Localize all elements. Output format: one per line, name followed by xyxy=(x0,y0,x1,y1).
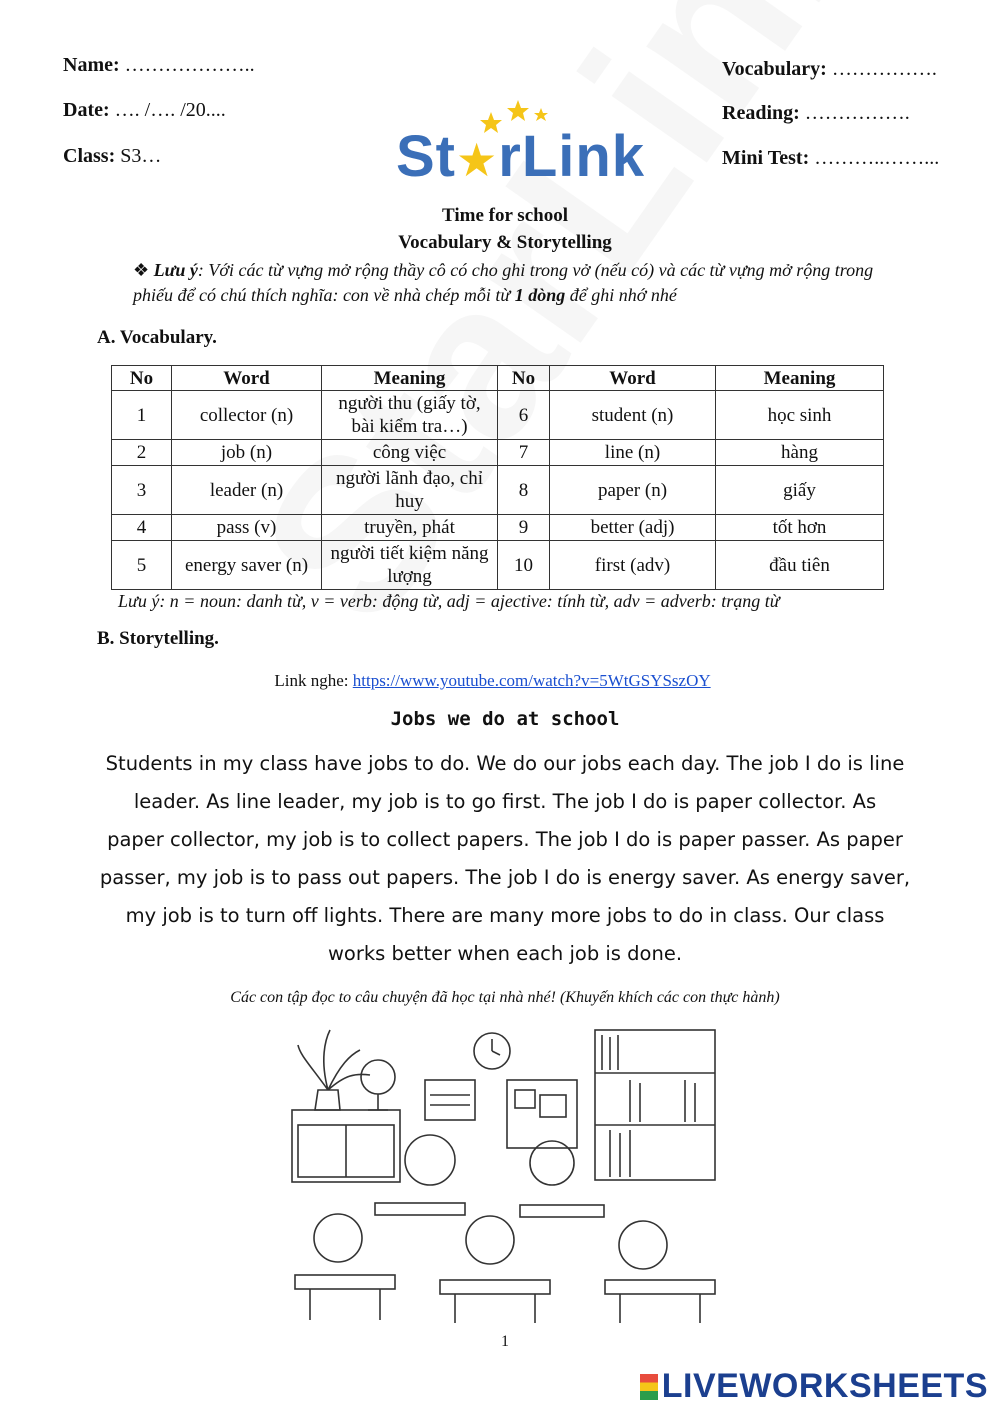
page-title: Time for school xyxy=(442,205,568,226)
classroom-illustration xyxy=(290,1025,720,1325)
table-row: 2 job (n) công việc 7 line (n) hàng xyxy=(112,440,884,466)
minitest-score-field: Mini Test: ………..……... xyxy=(722,147,940,169)
page-subtitle: Vocabulary & Storytelling xyxy=(398,232,612,253)
story-title: Jobs we do at school xyxy=(390,708,620,730)
story-line: my job is to turn off lights. There are many more jobs to do in class. Our class xyxy=(125,904,885,927)
listening-link: Link nghe: https://www.youtube.com/watch?v=5WtGSYSszOY xyxy=(274,671,711,690)
story-text xyxy=(95,745,915,973)
date-field: Date: …. /…. /20.... xyxy=(63,99,226,121)
story-line: Students in my class have jobs to do. We do our jobs each day. The job I do is line xyxy=(105,752,905,775)
story-line: paper collector, my job is to collect papers. The job I do is paper passer. As paper xyxy=(107,828,903,851)
bullet-icon: ❖ xyxy=(133,260,150,280)
vocabulary-score-field: Vocabulary: ……………. xyxy=(722,58,937,80)
practice-encouragement: Các con tập đọc to câu chuyện đã học tại nhà nhé! (Khuyến khích các con thực hành) xyxy=(230,989,780,1006)
table-row: 4 pass (v) truyền, phát 9 better (adj) tốt hơn xyxy=(112,515,884,541)
vocabulary-heading: A. Vocabulary. xyxy=(97,327,217,348)
instruction-note: ❖ Lưu ý: Với các từ vựng mở rộng thầy cô có cho ghi trong vở (nếu có) và các từ vựng mở rộng trong phiếu để có chú thích nghĩa: con về nhà chép mỗi từ 1 dòng để ghi nhớ nhé xyxy=(133,260,874,305)
liveworksheets-icon xyxy=(640,1374,658,1400)
vocabulary-table xyxy=(111,365,884,590)
table-header-row xyxy=(112,366,884,391)
column-header: Word xyxy=(172,366,322,391)
column-header: Meaning xyxy=(716,366,884,391)
liveworksheets-brand: LIVEWORKSHEETS xyxy=(640,1367,988,1406)
column-header: Meaning xyxy=(322,366,498,391)
name-field: Name: ……………….. xyxy=(63,54,255,76)
storytelling-heading: B. Storytelling. xyxy=(97,628,219,649)
page-number: 1 xyxy=(501,1333,509,1350)
reading-score-field: Reading: ……………. xyxy=(722,102,910,124)
table-row: 5 energy saver (n) người tiết kiệm năng lượng 10 first (adv) đầu tiên xyxy=(112,541,884,590)
table-row: 3 leader (n) người lãnh đạo, chỉ huy 8 paper (n) giấy xyxy=(112,466,884,515)
starlink-logo xyxy=(396,98,646,189)
class-field: Class: S3… xyxy=(63,145,162,167)
youtube-link[interactable]: https://www.youtube.com/watch?v=5WtGSYSszOY xyxy=(352,671,711,690)
story-line: passer, my job is to pass out papers. The job I do is energy saver. As energy saver, xyxy=(99,866,911,889)
logo-text-start: St xyxy=(396,124,456,189)
column-header: Word xyxy=(550,366,716,391)
story-line: works better when each job is done. xyxy=(327,942,683,965)
vocabulary-legend: Lưu ý: n = noun: danh từ, v = verb: động từ, adj = ajective: tính từ, adv = adverb: trạng từ xyxy=(118,591,780,611)
table-row: 1 collector (n) người thu (giấy tờ, bài kiểm tra…) 6 student (n) học sinh xyxy=(112,391,884,440)
column-header: No xyxy=(498,366,550,391)
star-icon: ★ xyxy=(456,134,499,186)
column-header: No xyxy=(112,366,172,391)
logo-text-end: rLink xyxy=(498,124,646,189)
story-line: leader. As line leader, my job is to go first. The job I do is paper collector. As xyxy=(133,790,877,813)
